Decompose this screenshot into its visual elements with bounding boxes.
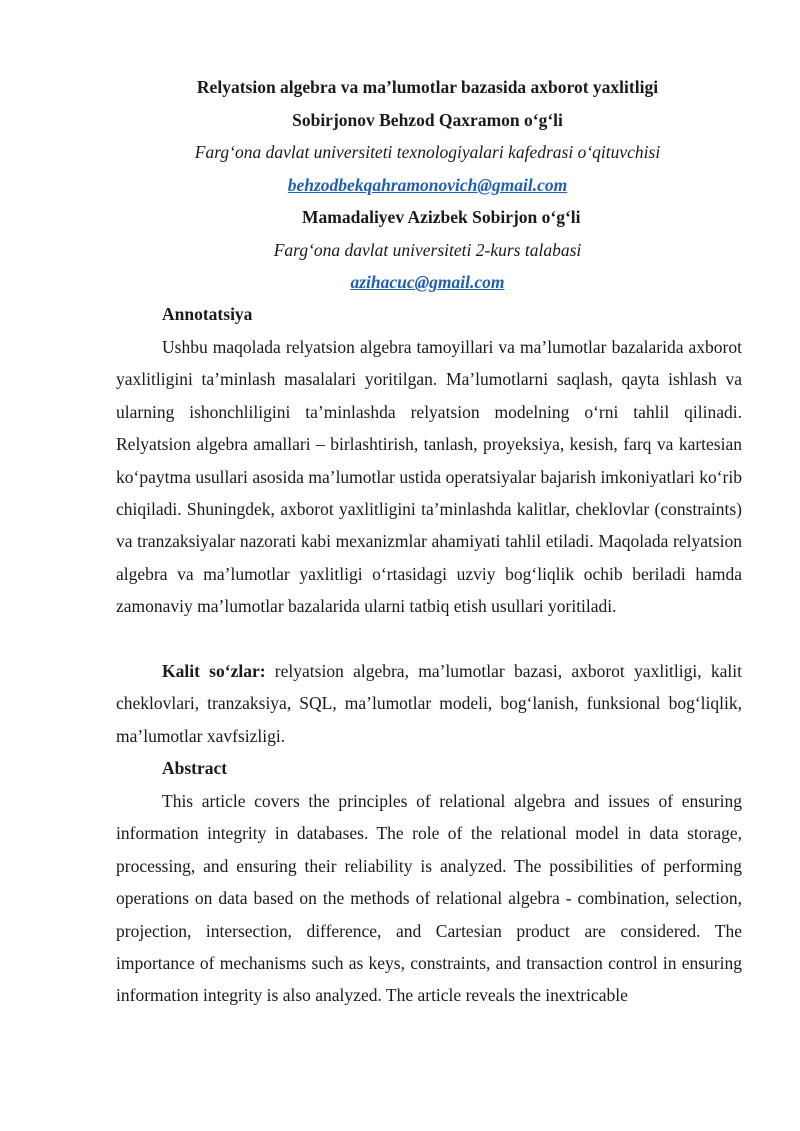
abstract-text: This article covers the principles of relational algebra and issues of ensuring information integrity in databases. The role of the relational model in data storage, processing, and ensuring their reliability is analyzed. The possibilities of performing operations on data based on the methods of relational algebra - combination, selection, projection, intersection, difference, and Cartesian product are considered. The importance of mechanisms such as keys, constraints, and transaction control in ensuring information integrity is also analyzed. The article reveals the inextricable xyxy=(116,791,742,1006)
annotation-heading: Annotatsiya xyxy=(162,304,253,324)
author-1-name: Sobirjonov Behzod Qaxramon o‘g‘li xyxy=(292,110,563,130)
keywords-text: relyatsion algebra, ma’lumotlar bazasi, axborot yaxlitligi, kalit cheklovlari, tranzaksiya, SQL, ma’lumotlar modeli, bog‘lanish, funksional bog‘liqlik, ma’lumotlar xavfsizligi. xyxy=(116,661,742,746)
author-2-email-link[interactable]: azihacuc@gmail.com xyxy=(350,272,505,292)
abstract-heading: Abstract xyxy=(162,758,228,778)
author-1-affiliation: Farg‘ona davlat universiteti texnologiyalari kafedrasi o‘qituvchisi xyxy=(194,142,661,162)
keywords-label: Kalit so‘zlar: xyxy=(162,661,266,681)
author-2-affiliation: Farg‘ona davlat universiteti 2-kurs talabasi xyxy=(273,240,582,260)
annotation-text: Ushbu maqolada relyatsion algebra tamoyillari va ma’lumotlar bazalarida axborot yaxlitligini ta’minlash masalalari yoritilgan. Ma’lumotlarni saqlash, qayta ishlash va ularning ishonchliligini ta’minlashda relyatsion modelning o‘rni tahlil qilinadi. Relyatsion algebra amallari – birlashtirish, tanlash, proyeksiya, kesish, farq va kartesian ko‘paytma usullari asosida ma’lumotlar ustida operatsiyalar bajarish imkoniyatlari ko‘rib chiqiladi. Shuningdek, axborot yaxlitligini ta’minlashda kalitlar, cheklovlar (constraints) va tranzaksiyalar nazorati kabi mexanizmlar ahamiyati tahlil etiladi. Maqolada relyatsion algebra va ma’lumotlar yaxlitligi o‘rtasidagi uzviy bog‘liqlik ochib beriladi hamda zamonaviy ma’lumotlar bazalarida ularni tatbiq etish usullari yoritiladi. xyxy=(116,337,742,617)
author-1-email-link[interactable]: behzodbekqahramonovich@gmail.com xyxy=(287,175,568,195)
keywords-paragraph xyxy=(116,655,742,752)
paper-title: Relyatsion algebra va ma’lumotlar bazasida axborot yaxlitligi xyxy=(196,77,659,97)
author-2-name: Mamadaliyev Azizbek Sobirjon o‘g‘li xyxy=(302,207,581,227)
